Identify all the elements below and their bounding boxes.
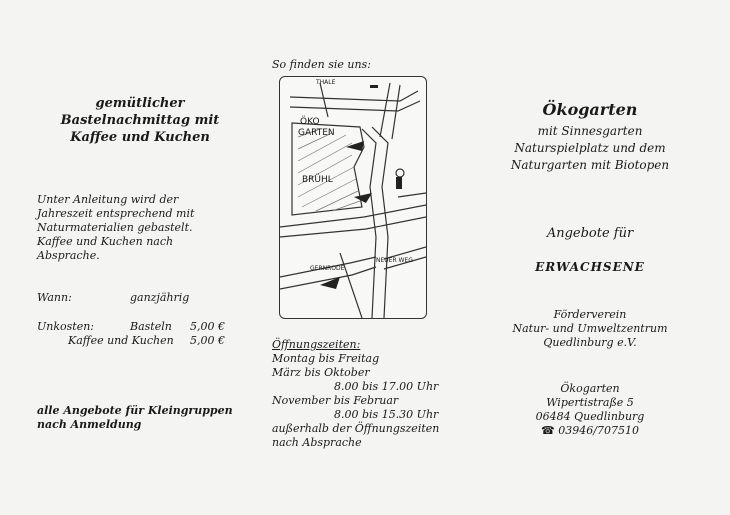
left-title-line: gemütlicher — [95, 96, 185, 111]
left-description — [37, 193, 247, 263]
note-line: alle Angebote für Kleingruppen — [37, 404, 233, 417]
map-label-oeko: ÖKO — [300, 117, 320, 127]
map-label-garten: GARTEN — [298, 128, 335, 138]
subtitle-line: Naturgarten mit Biotopen — [510, 158, 670, 172]
address-line: 06484 Quedlinburg — [535, 410, 645, 423]
opening-hours — [272, 338, 447, 450]
map-label-bruehl: BRÜHL — [302, 175, 333, 185]
association-line: Quedlinburg e.V. — [543, 336, 637, 349]
left-title-line: Kaffee und Kuchen — [70, 130, 210, 145]
description-line: Naturmaterialien gebastelt. — [37, 221, 193, 234]
cost-item-price: 5,00 € — [190, 320, 225, 333]
address-line: Ökogarten — [560, 382, 620, 395]
hours-title: Öffnungszeiten: — [272, 338, 361, 351]
left-title — [40, 95, 240, 146]
description-line: Absprache. — [37, 249, 100, 262]
description-line: Jahreszeit entsprechend mit — [37, 207, 195, 220]
location-map — [279, 76, 427, 319]
hours-line: März bis Oktober — [272, 366, 370, 379]
cost-item-price: 5,00 € — [190, 334, 225, 347]
map-label-gernrode: GERNRODE — [310, 265, 345, 272]
map-label-thale: THALE — [316, 79, 336, 86]
association-line: Natur- und Umweltzentrum — [512, 322, 668, 335]
right-subtitle — [475, 123, 705, 174]
description-line: Unter Anleitung wird der — [37, 193, 179, 206]
phone-icon: ☎ — [541, 424, 555, 437]
association — [480, 308, 700, 350]
offer-heading: Angebote für — [546, 226, 634, 241]
map-drawing — [280, 77, 426, 318]
hours-line: 8.00 bis 17.00 Uhr — [334, 380, 439, 393]
cost-item-name: Kaffee und Kuchen — [68, 334, 174, 347]
right-title: Ökogarten — [542, 100, 638, 119]
description-line: Kaffee und Kuchen nach — [37, 235, 174, 248]
left-title-line: Bastelnachmittag mit — [60, 113, 220, 128]
hours-line: Montag bis Freitag — [272, 352, 380, 365]
hours-line: 8.00 bis 15.30 Uhr — [334, 408, 439, 421]
audience-label: ERWACHSENE — [535, 260, 645, 274]
map-label-neuer-weg: NEUER WEG — [376, 257, 413, 264]
map-heading: So finden sie uns: — [272, 58, 371, 71]
hours-line: nach Absprache — [272, 436, 362, 449]
association-line: Förderverein — [553, 308, 627, 321]
group-note — [37, 404, 257, 432]
when-value: ganzjährig — [130, 291, 190, 304]
note-line: nach Anmeldung — [37, 418, 142, 431]
when-row — [37, 291, 72, 305]
address-line: Wipertistraße 5 — [546, 396, 634, 409]
address — [490, 382, 690, 438]
subtitle-line: mit Sinnesgarten — [537, 124, 643, 138]
subtitle-line: Naturspielplatz und dem — [514, 141, 666, 155]
costs-label: Unkosten: — [37, 320, 95, 333]
cost-item-name: Basteln — [130, 320, 172, 333]
hours-line: November bis Februar — [272, 394, 399, 407]
when-label: Wann: — [37, 291, 72, 304]
phone-number: 03946/707510 — [558, 424, 639, 437]
phone-row — [490, 424, 690, 438]
hours-line: außerhalb der Öffnungszeiten — [272, 422, 440, 435]
